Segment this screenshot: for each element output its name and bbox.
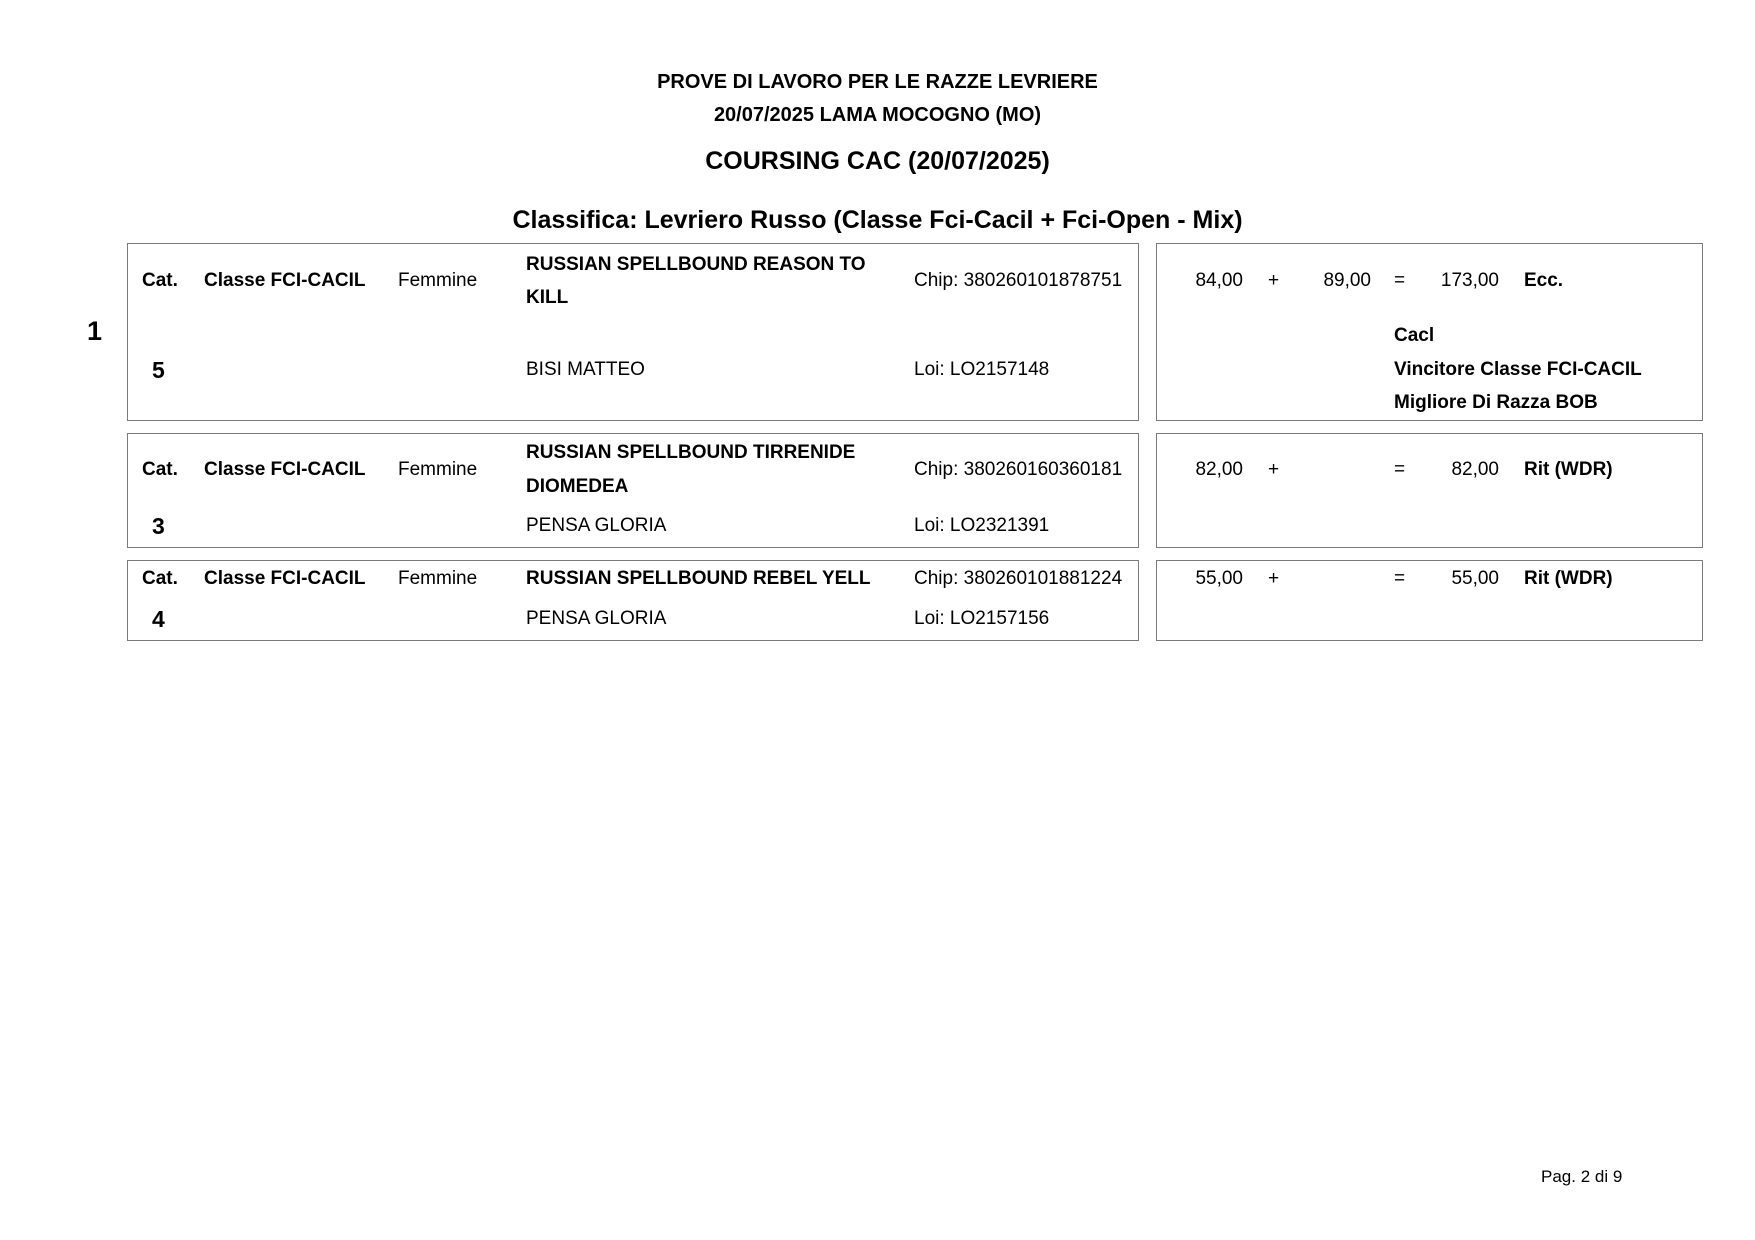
event-title: COURSING CAC (20/07/2025): [705, 147, 1050, 175]
equals-sign: =: [1394, 270, 1406, 291]
catalog-number: 3: [152, 513, 165, 539]
dog-name-line1: RUSSIAN SPELLBOUND TIRRENIDE: [526, 442, 856, 463]
loi-number: Loi: LO2157148: [914, 359, 1050, 380]
catalog-number: 4: [152, 606, 165, 632]
dog-name-line2: DIOMEDEA: [526, 476, 629, 497]
score-1: 55,00: [1195, 568, 1243, 589]
entry-2-dog-box: [127, 433, 1139, 548]
qualifica: Rit (WDR): [1524, 459, 1613, 480]
header-date-location: 20/07/2025 LAMA MOCOGNO (MO): [713, 104, 1042, 126]
plus-sign: +: [1268, 270, 1280, 291]
chip-number: Chip: 380260160360181: [914, 459, 1123, 480]
chip-number: Chip: 380260101878751: [914, 270, 1123, 291]
chip-number: Chip: 380260101881224: [914, 568, 1123, 589]
plus-sign: +: [1268, 459, 1280, 480]
cat-label: Cat.: [142, 459, 178, 480]
header-title: PROVE DI LAVORO PER LE RAZZE LEVRIERE: [657, 71, 1098, 93]
award-1: Cacl: [1394, 325, 1435, 346]
award-2: Vincitore Classe FCI-CACIL: [1394, 359, 1642, 380]
score-1: 84,00: [1195, 270, 1243, 291]
score-1: 82,00: [1195, 459, 1243, 480]
owner-name: BISI MATTEO: [526, 359, 645, 380]
classifica-title: Classifica: Levriero Russo (Classe Fci-Cacil + Fci-Open - Mix): [512, 206, 1243, 234]
cat-label: Cat.: [142, 568, 178, 589]
sex-label: Femmine: [398, 270, 478, 291]
score-2: 89,00: [1323, 270, 1371, 291]
rank-number: 1: [87, 316, 103, 346]
qualifica: Ecc.: [1524, 270, 1564, 291]
dog-name-line2: KILL: [526, 287, 569, 308]
sex-label: Femmine: [398, 568, 478, 589]
owner-name: PENSA GLORIA: [526, 608, 667, 629]
entry-1-dog-box: [127, 243, 1139, 421]
equals-sign: =: [1394, 568, 1406, 589]
entry-3-score-box: [1156, 560, 1703, 641]
sex-label: Femmine: [398, 459, 478, 480]
page-number: Pag. 2 di 9: [1541, 1167, 1623, 1186]
entry-3-dog-box: [127, 560, 1139, 641]
loi-number: Loi: LO2157156: [914, 608, 1050, 629]
award-3: Migliore Di Razza BOB: [1394, 392, 1598, 413]
catalog-number: 5: [152, 357, 165, 383]
class-label: Classe FCI-CACIL: [204, 459, 366, 480]
entry-2-score-box: [1156, 433, 1703, 548]
qualifica: Rit (WDR): [1524, 568, 1613, 589]
dog-name-line1: RUSSIAN SPELLBOUND REASON TO: [526, 254, 866, 275]
total-score: 173,00: [1440, 270, 1499, 291]
class-label: Classe FCI-CACIL: [204, 270, 366, 291]
class-label: Classe FCI-CACIL: [204, 568, 366, 589]
loi-number: Loi: LO2321391: [914, 515, 1050, 536]
total-score: 55,00: [1451, 568, 1499, 589]
equals-sign: =: [1394, 459, 1406, 480]
total-score: 82,00: [1451, 459, 1499, 480]
entry-1-score-box: [1156, 243, 1703, 421]
dog-name-line1: RUSSIAN SPELLBOUND REBEL YELL: [526, 568, 871, 589]
plus-sign: +: [1268, 568, 1280, 589]
owner-name: PENSA GLORIA: [526, 515, 667, 536]
cat-label: Cat.: [142, 270, 178, 291]
